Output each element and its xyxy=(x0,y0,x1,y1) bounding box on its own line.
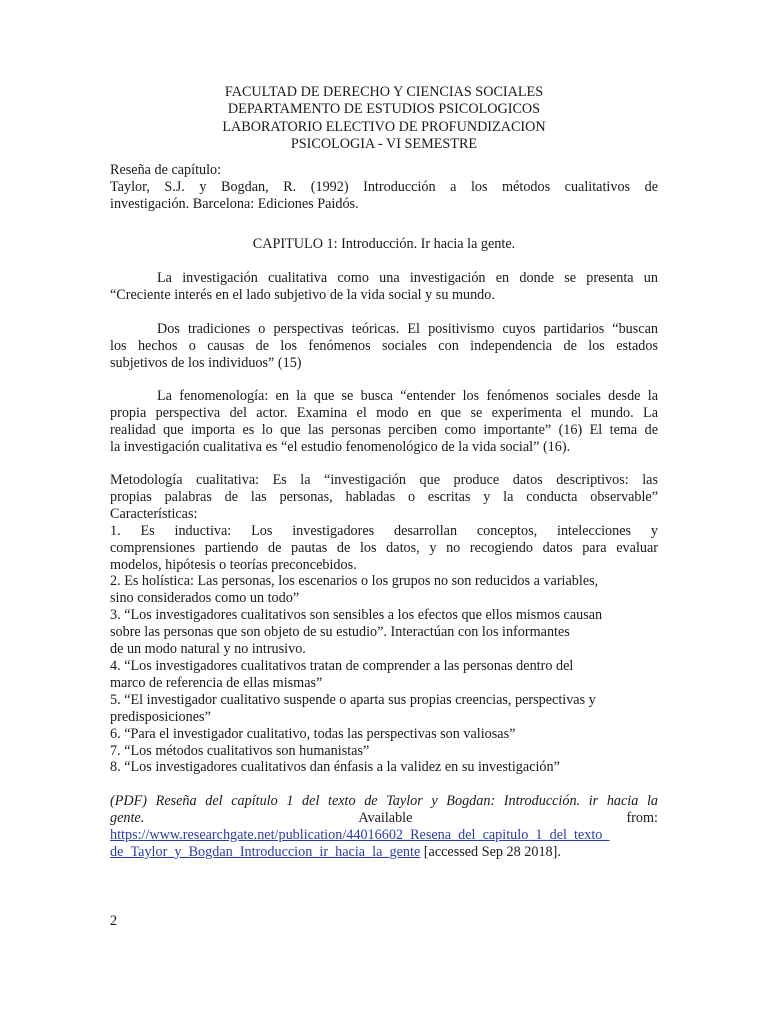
paragraph-line: propia perspectiva del actor. Examina el modo en que se experimenta el mundo. La xyxy=(110,404,658,421)
header-line-department: DEPARTAMENTO DE ESTUDIOS PSICOLOGICOS xyxy=(227,101,541,118)
citation-block xyxy=(110,793,658,861)
list-item: predisposiciones” xyxy=(110,708,211,725)
header-line-laboratory: LABORATORIO ELECTIVO DE PROFUNDIZACION xyxy=(222,118,546,135)
list-item: marco de referencia de ellas mismas” xyxy=(110,674,323,691)
institution-header xyxy=(110,84,658,153)
paragraph-3 xyxy=(110,388,658,456)
list-item: sino considerados como un todo” xyxy=(110,590,300,607)
list-item: 7. “Los métodos cualitativos son humanistas” xyxy=(110,742,370,759)
list-item: de un modo natural y no intrusivo. xyxy=(110,641,306,658)
list-item: 6. “Para el investigador cualitativo, todas las perspectivas son valiosas” xyxy=(110,725,516,742)
list-item: comprensiones partiendo de pautas de los datos, y no recogiendo datos para evaluar xyxy=(110,539,658,556)
citation-link[interactable]: https://www.researchgate.net/publication/44016602_Resena_del_capitulo_1_del_texto_ xyxy=(110,826,610,843)
paragraph-line: Dos tradiciones o perspectivas teóricas. El positivismo cuyos partidarios “buscan xyxy=(157,321,658,337)
citation-url-line xyxy=(110,844,658,861)
reference-line: investigación. Barcelona: Ediciones Paidós. xyxy=(110,195,359,212)
review-label: Reseña de capítulo: xyxy=(110,162,222,178)
paragraph-line: los hechos o causas de los fenómenos sociales con independencia de los estados xyxy=(110,337,658,354)
paragraph-line: La fenomenología: en la que se busca “entender los fenómenos sociales desde la xyxy=(157,388,658,404)
review-reference xyxy=(110,162,658,213)
header-line-semester: PSICOLOGIA - VI SEMESTRE xyxy=(290,135,478,152)
page-number: 2 xyxy=(110,913,118,929)
paragraph-line: “Creciente interés en el lado subjetivo de la vida social y su mundo. xyxy=(110,286,495,303)
list-item: 8. “Los investigadores cualitativos dan énfasis a la validez en su investigación” xyxy=(110,759,560,776)
methodology-line: propias palabras de las personas, habladas o escritas y la conducta observable” xyxy=(110,488,658,505)
list-item: modelos, hipótesis o teorías preconcebidos. xyxy=(110,556,357,573)
accessed-date: [accessed Sep 28 2018]. xyxy=(420,843,561,860)
paragraph-line: la investigación cualitativa es “el estudio fenomenológico de la vida social” (16). xyxy=(110,438,571,455)
methodology-section xyxy=(110,472,658,776)
citation-title-line: (PDF) Reseña del capítulo 1 del texto de Taylor y Bogdan: Introducción. ir hacia la xyxy=(110,793,658,809)
list-item: 5. “El investigador cualitativo suspende o aparta sus propias creencias, perspectivas y xyxy=(110,691,596,708)
paragraph-line: subjetivos de los individuos” (15) xyxy=(110,354,302,371)
citation-url-line xyxy=(110,827,658,844)
list-item: 3. “Los investigadores cualitativos son sensibles a los efectos que ellos mismos causan xyxy=(110,607,603,624)
list-item: 4. “Los investigadores cualitativos tratan de comprender a las personas dentro del xyxy=(110,657,574,674)
header-line-faculty: FACULTAD DE DERECHO Y CIENCIAS SOCIALES xyxy=(224,84,544,100)
citation-link[interactable]: de_Taylor_y_Bogdan_Introduccion_ir_hacia_la_gente xyxy=(110,843,421,860)
list-item: 2. Es holística: Las personas, los escenarios o los grupos no son reducidos a variables, xyxy=(110,573,599,590)
paragraph-line: realidad que importa es lo que las personas perciben como importante” (16) El tema de xyxy=(110,421,658,438)
characteristics-label: Características: xyxy=(110,505,198,522)
chapter-title: CAPITULO 1: Introducción. Ir hacia la gente. xyxy=(252,236,516,252)
paragraph-2 xyxy=(110,321,658,372)
reference-line: Taylor, S.J. y Bogdan, R. (1992) Introducción a los métodos cualitativos de xyxy=(110,178,658,195)
citation-available-line xyxy=(110,810,658,827)
available-label: Available xyxy=(358,809,413,826)
methodology-line: Metodología cualitativa: Es la “investigación que produce datos descriptivos: las xyxy=(110,472,658,488)
list-item: 1. Es inductiva: Los investigadores desarrollan conceptos, intelecciones y xyxy=(110,522,658,539)
paragraph-line: La investigación cualitativa como una investigación en donde se presenta un xyxy=(157,270,658,286)
citation-title-end: gente. xyxy=(110,809,145,826)
list-item: sobre las personas que son objeto de su estudio”. Interactúan con los informantes xyxy=(110,624,570,641)
from-label: from: xyxy=(626,809,658,826)
paragraph-1 xyxy=(110,270,658,304)
